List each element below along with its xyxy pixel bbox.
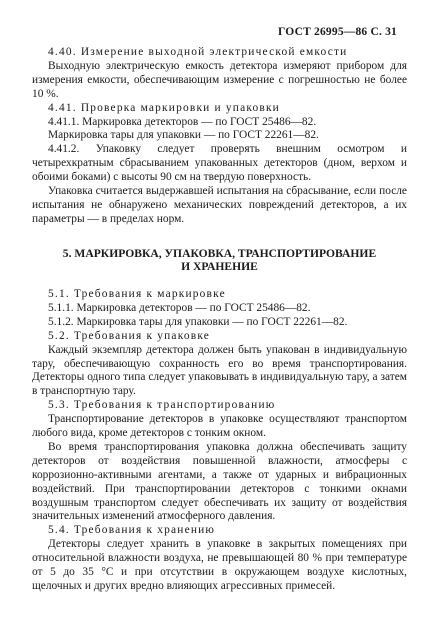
blocks-after	[32, 288, 407, 594]
page-header: ГОСТ 26995—86 С. 31	[278, 26, 397, 38]
subsection-heading: 4.41. Проверка маркировки и упаковки	[48, 101, 280, 114]
blocks-before	[32, 46, 407, 227]
paragraph: Каждый экземпляр детектора должен быть упакован в индивидуальную тару, обеспечивающую сохранность его во время транспортирования. Детекторы одного типа следует упаковывать в индивидуальную тару, а затем в транспортную тару.	[32, 343, 407, 398]
paragraph: Упаковка считается выдержавшей испытания на сбрасывание, если после испытания не обнаружено механических повреждений детекторов, а их параметры — в пределах норм.	[32, 185, 407, 225]
paragraph: 4.41.1. Маркировка детекторов — по ГОСТ 25486—82.	[48, 115, 317, 128]
subsection-heading: 4.40. Измерение выходной электрической емкости	[48, 46, 348, 58]
section-title-line-2: И ХРАНЕНИЕ	[181, 260, 258, 274]
paragraph: 4.41.2. Упаковку следует проверять внешним осмотром и четырехкратным сбрасыванием упакованных детекторов (дном, верхом и обоими боками) с высоты 90 см на твердую поверхность.	[32, 143, 407, 184]
page-content	[32, 46, 407, 594]
subsection-heading: 5.3. Требования к транспортированию	[48, 399, 276, 412]
paragraph: Транспортирование детекторов в упаковке осуществляют транспортом любого вида, кроме детекторов с тонким окном.	[32, 413, 407, 440]
paragraph: Детекторы следует хранить в упаковке в закрытых помещениях при относительной влажности воздуха, не превышающей 80 % при температуре от 5 до 35 °С и при отсутствии в окружающем воздухе кислотных, щелочных и других вредно влияющих агрессивных примесей.	[32, 538, 407, 592]
subsection-heading: 5.4. Требования к хранению	[48, 524, 216, 537]
section-5-title	[32, 247, 407, 274]
subsection-heading: 5.2. Требования к упаковке	[48, 329, 211, 342]
paragraph: Маркировка тары для упаковки — по ГОСТ 22261—82.	[48, 129, 319, 142]
paragraph: 5.1.2. Маркировка тары для упаковки — по ГОСТ 22261—82.	[48, 315, 348, 328]
paragraph: Выходную электрическую емкость детектора измеряют прибором для измерения емкости, обеспечивающим измерение с погрешностью не более 10 %.	[32, 59, 407, 100]
paragraph: 5.1.1. Маркировка детекторов — по ГОСТ 25486—82.	[48, 301, 311, 314]
subsection-heading: 5.1. Требования к маркировке	[48, 287, 226, 300]
paragraph: Во время транспортирования упаковка должна обеспечивать защиту детекторов от воздействия повышенной влажности, атмосферы с коррозионно-активными агентами, а также от ударных и вибрационных воздействий. При транспортировании детекторов с тонкими окнами воздушным транспортом следует обеспечивать их защиту от воздействия значительных изменений атмосферного давления.	[32, 440, 407, 523]
section-title-line-1: 5. МАРКИРОВКА, УПАКОВКА, ТРАНСПОРТИРОВАНИЕ	[62, 246, 377, 260]
